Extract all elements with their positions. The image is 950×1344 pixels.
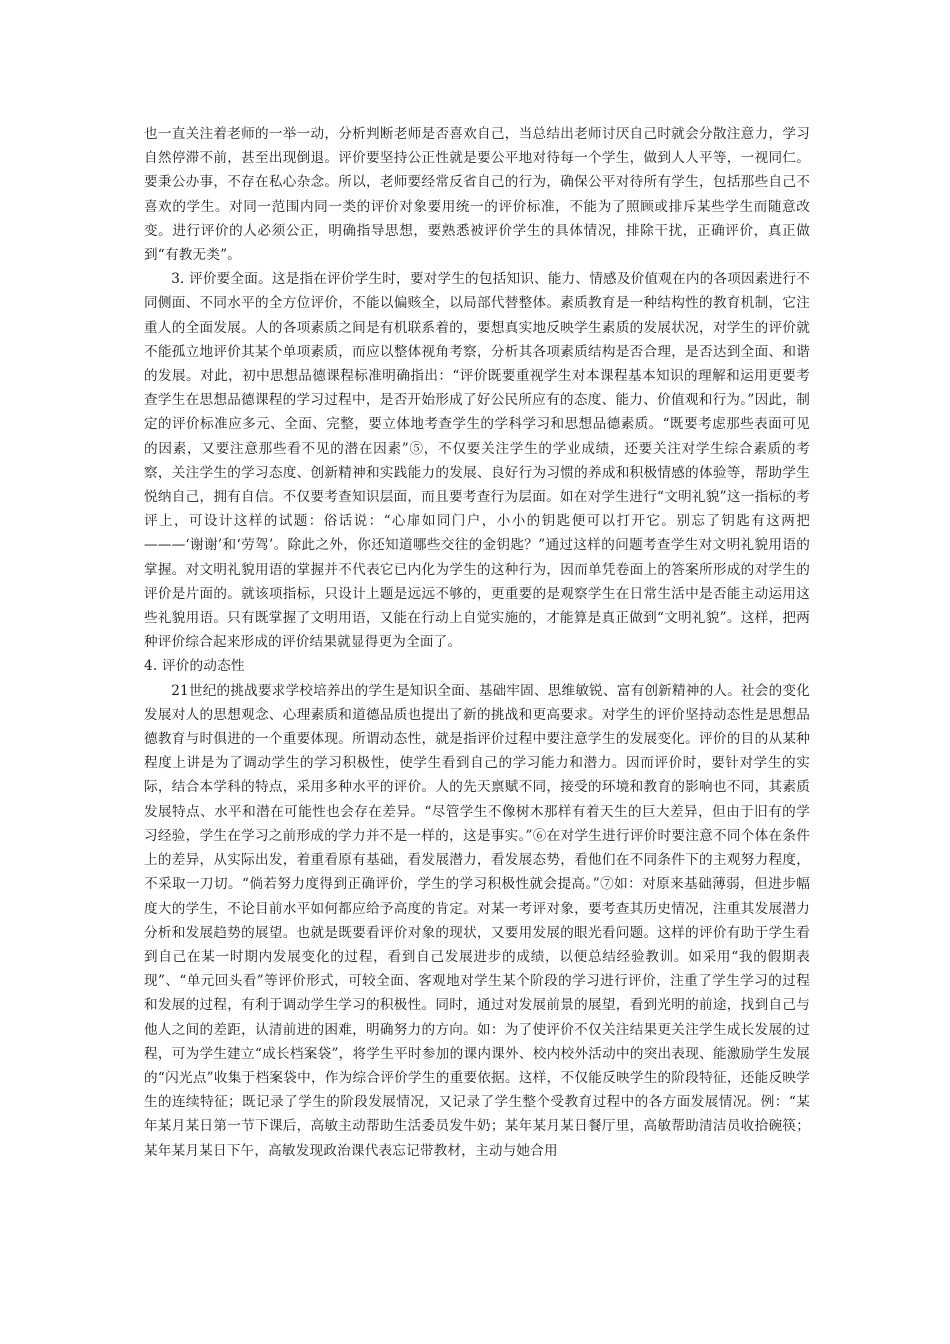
section-heading-dynamic-evaluation: 4. 评价的动态性 (144, 658, 245, 675)
paragraph-fairness-continued: 也一直关注着老师的一举一动，分析判断老师是否喜欢自己，当总结出老师讨厌自己时就会分散注意力，学习自然停滞不前，甚至出现倒退。评价要坚持公正性就是要公平地对待每一个学生，做到人人平等，一视同仁。要秉公办事，不存在私心杂念。所以，老师要经常反省自己的行为，确保公平对待所有学生，包括那些自己不喜欢的学生。对同一范围内同一类的评价对象要用统一的评价标准，不能为了照顾或排斥某些学生而随意改变。进行评价的人必须公正，明确指导思想，要熟悉被评价学生的具体情况，排除干扰，正确评价，真正做到“有教无类”。 (144, 126, 810, 264)
document-body (144, 122, 810, 1163)
paragraph-dynamic-evaluation: 21世纪的挑战要求学校培养出的学生是知识全面、基础牢固、思维敏锐、富有创新精神的人。社会的变化发展对人的思想观念、心理素质和道德品质也提出了新的挑战和更高要求。对学生的评价坚持动态性是思想品德教育与时俱进的一个重要体现。所谓动态性，就是指评价过程中要注意学生的发展变化。评价的目的从某种程度上讲是为了调动学生的学习积极性，使学生看到自己的学习能力和潜力。因而评价时，要针对学生的实际，结合本学科的特点，采用多种水平的评价。人的先天禀赋不同，接受的环境和教育的影响也不同，其素质发展特点、水平和潜在可能性也会存在差异。“尽管学生不像树木那样有着天生的巨大差异，但由于旧有的学习经验，学生在学习之前形成的学力并不是一样的，这是事实。”⑥在对学生进行评价时要注意不同个体在条件上的差异，从实际出发，着重看原有基础，看发展潜力，看发展态势，看他们在不同条件下的主观努力程度，不采取一刀切。“倘若努力度得到正确评价，学生的学习积极性就会提高。”⑦如：对原来基础薄弱，但进步幅度大的学生，不论目前水平如何都应给予高度的肯定。对某一考评对象，要考查其历史情况，注重其发展潜力分析和发展趋势的展望。也就是既要看评价对象的现状，又要用发展的眼光看问题。这样的评价有助于学生看到自己在某一时期内发展变化的过程，看到自己发展进步的成绩，以便总结经验教训。如采用“我的假期表现”、“单元回头看”等评价形式，可较全面、客观地对学生某个阶段的学习进行评价，注重了学生学习的过程和发展的过程，有利于调动学生学习的积极性。同时，通过对发展前景的展望，看到光明的前途，找到自己与他人之间的差距，认清前进的困难，明确努力的方向。如：为了使评价不仅关注结果更关注学生成长发展的过程，可为学生建立“成长档案袋”，将学生平时参加的课内课外、校内校外活动中的突出表现、能激励学生发展的“闪光点”收集于档案袋中，作为综合评价学生的重要依据。这样，不仅能反映学生的阶段特征，还能反映学生的连续特征；既记录了学生的阶段发展情况，又记录了学生整个受教育过程中的各方面发展情况。例：“某年某月某日第一节下课后，高敏主动帮助生活委员发牛奶；某年某月某日餐厅里，高敏帮助清洁员收拾碗筷；某年某月某日下午，高敏发现政治课代表忘记带教材，主动与她合用 (144, 682, 810, 1159)
paragraph-comprehensive-evaluation: 3. 评价要全面。这是指在评价学生时，要对学生的包括知识、能力、情感及价值观在内的各项因素进行不同侧面、不同水平的全方位评价，不能以偏赅全，以局部代替整体。素质教育是一种结构性的教育机制，它注重人的全面发展。人的各项素质之间是有机联系着的，要想真实地反映学生素质的发展状况，对学生的评价就不能孤立地评价其某个单项素质，而应以整体视角考察，分析其各项素质结构是否合理，是否达到全面、和谐的发展。对此，初中思想品德课程标准明确指出：“评价既要重视学生对本课程基本知识的理解和运用更要考查学生在思想品德课程的学习过程中，是否开始形成了好公民所应有的态度、能力、价值观和行为。”因此，制定的评价标准应多元、全面、完整，要立体地考查学生的学科学习和思想品德素质。“既要考虑那些表面可见的因素，又要注意那些看不见的潜在因素”⑤，不仅要关注学生的学业成绩，还要关注对学生综合素质的考察，关注学生的学习态度、创新精神和实践能力的发展、良好行为习惯的养成和积极情感的体验等，帮助学生悦纳自己，拥有自信。不仅要考查知识层面，而且要考查行为层面。如在对学生进行“文明礼貌”这一指标的考评上，可设计这样的试题：俗话说：“心扉如同门户，小小的钥匙便可以打开它。别忘了钥匙有这两把———‘谢谢’和‘劳驾’。除此之外，你还知道哪些交往的金钥匙？”通过这样的问题考查学生对文明礼貌用语的掌握。对文明礼貌用语的掌握并不代表它已内化为学生的这种行为，因而单凭卷面上的答案所形成的对学生的评价是片面的。就该项指标，只设计上题是远远不够的，更重要的是观察学生在日常生活中是否能主动运用这些礼貌用语。只有既掌握了文明用语，又能在行动上自觉实施的，才能算是真正做到“文明礼貌”。这样，把两种评价综合起来形成的评价结果就显得更为全面了。 (144, 271, 810, 651)
